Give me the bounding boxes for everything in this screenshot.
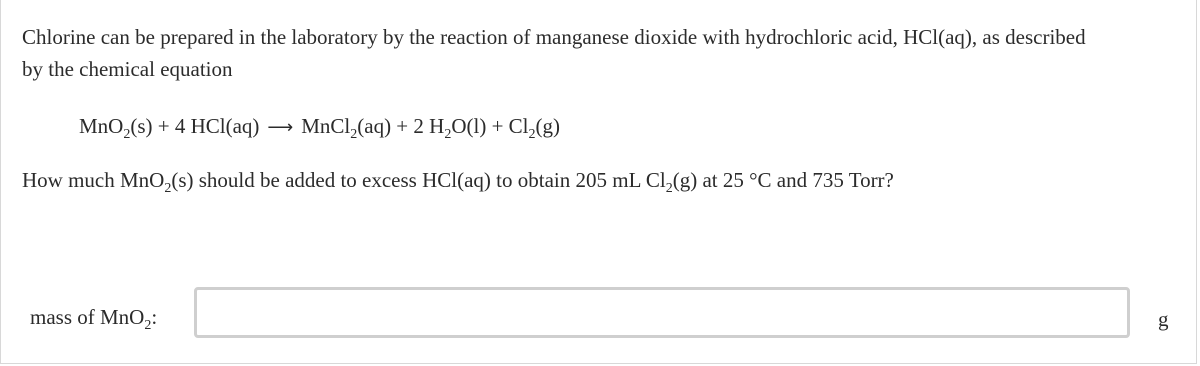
eq-subscript: 2 (528, 127, 536, 142)
answer-label (30, 301, 157, 334)
answer-label-colon: : (151, 305, 158, 329)
chemical-equation (79, 110, 560, 144)
question-subscript: 2 (665, 181, 673, 196)
mass-answer-input[interactable] (194, 287, 1130, 338)
eq-subscript: 2 (350, 127, 358, 142)
eq-subscript: 2 (444, 127, 452, 142)
eq-reactant-rest: (s) + 4 HCl(aq) (130, 114, 260, 138)
question-text (22, 164, 894, 197)
problem-intro-line-1: Chlorine can be prepared in the laboratory by the reaction of manganese dioxide with hydrochloric acid, HCl(aq), as described (22, 25, 1086, 49)
eq-product-2-rest: O(l) + Cl (451, 114, 529, 138)
unit-label: g (1158, 307, 1169, 331)
question-part-2: (s) should be added to excess HCl(aq) to obtain 205 mL Cl (171, 168, 666, 192)
eq-reactant-1: MnO (79, 114, 124, 138)
question-subscript: 2 (164, 181, 172, 196)
eq-product-1: MnCl (301, 114, 351, 138)
eq-product-3-rest: (g) (535, 114, 560, 138)
eq-subscript: 2 (123, 127, 131, 142)
answer-label-text: mass of MnO (30, 305, 145, 329)
reaction-arrow-icon: ⟶ (267, 117, 294, 138)
problem-intro-line-2: by the chemical equation (22, 57, 233, 81)
question-part-3: (g) at 25 °C and 735 Torr? (672, 168, 894, 192)
question-part-1: How much MnO (22, 168, 165, 192)
eq-product-1-rest: (aq) + 2 H (357, 114, 445, 138)
answer-label-subscript: 2 (144, 318, 152, 333)
